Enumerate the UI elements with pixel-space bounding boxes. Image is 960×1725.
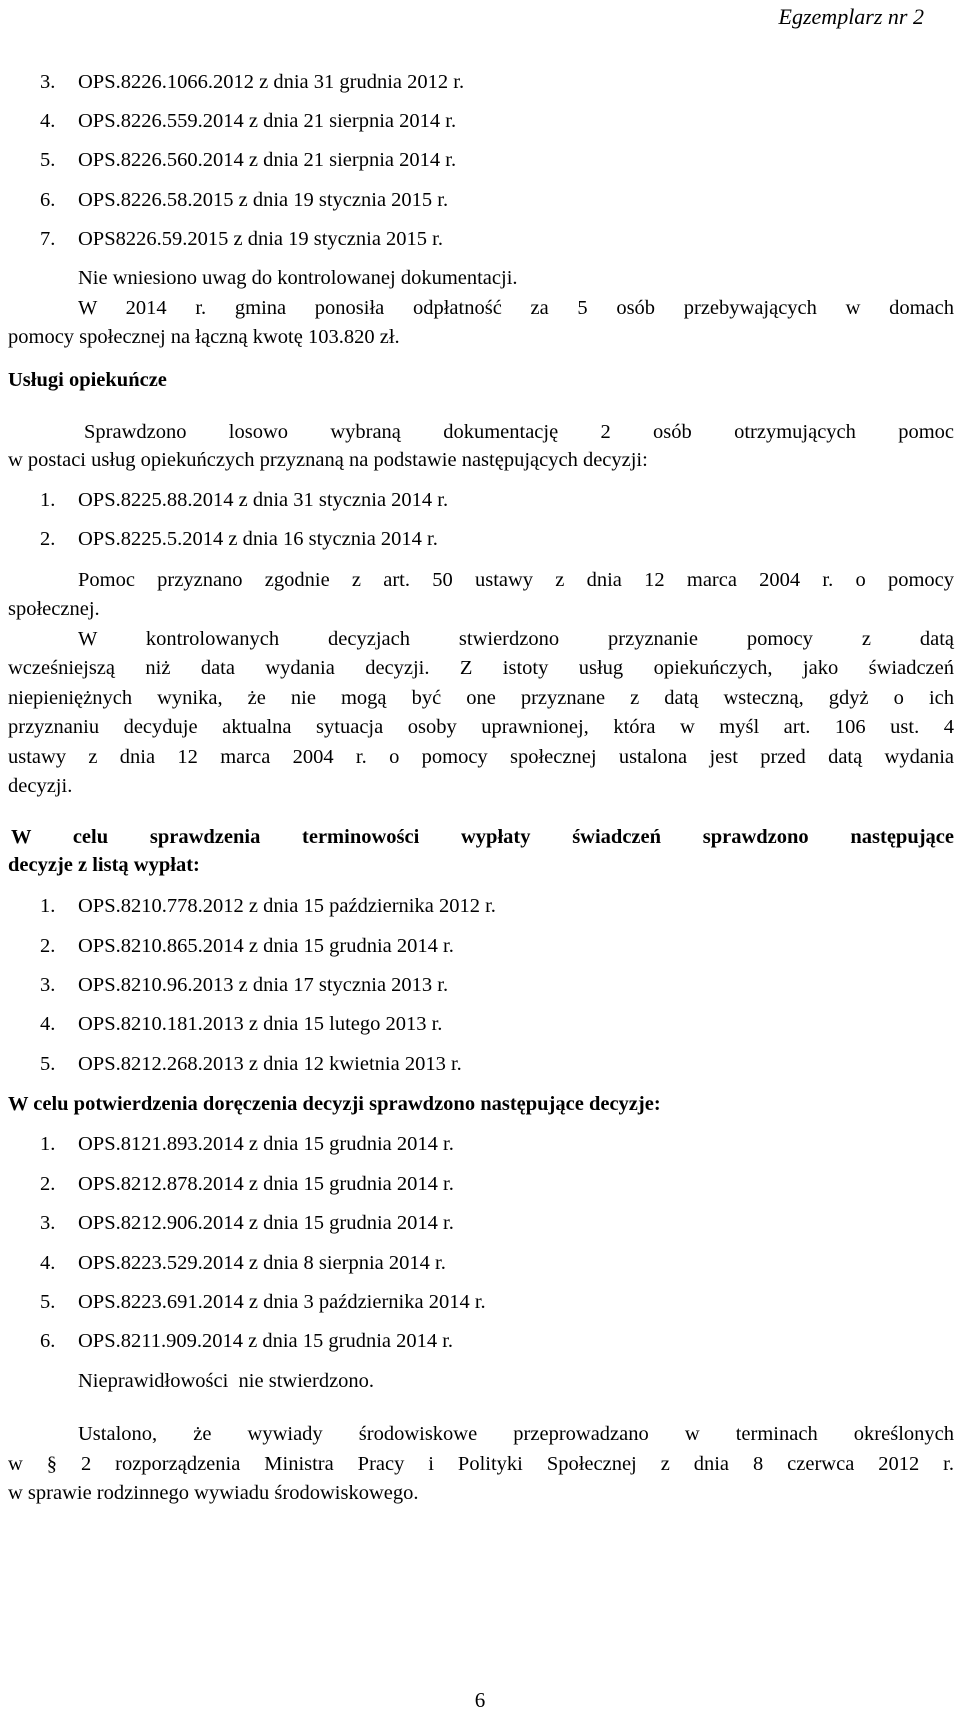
item-number: 3.	[40, 1212, 56, 1234]
paragraph-line: wcześniejszą niż data wydania decyzji. Z istoty usług opiekuńczych, jako świadczeń	[8, 657, 954, 679]
note-text: Nie wniesiono uwag do kontrolowanej dokumentacji.	[78, 267, 518, 289]
item-number: 4.	[40, 1252, 56, 1274]
paragraph-line: Sprawdzono losowo wybraną dokumentację 2 osób otrzymujących pomoc	[84, 421, 954, 443]
paragraph-line: pomocy społecznej na łączną kwotę 103.820 zł.	[8, 326, 400, 348]
item-number: 2.	[40, 528, 56, 550]
item-text: OPS.8210.96.2013 z dnia 17 stycznia 2013 r.	[78, 974, 449, 996]
item-text: OPS.8226.560.2014 z dnia 21 sierpnia 2014 r.	[78, 149, 457, 171]
item-number: 5.	[40, 1053, 56, 1075]
item-text: OPS.8226.559.2014 z dnia 21 sierpnia 2014 r.	[78, 110, 457, 132]
item-number: 3.	[40, 974, 56, 996]
item-text: OPS.8121.893.2014 z dnia 15 grudnia 2014 r.	[78, 1133, 454, 1155]
item-text: OPS.8223.529.2014 z dnia 8 sierpnia 2014 r.	[78, 1252, 446, 1274]
item-text: OPS.8212.268.2013 z dnia 12 kwietnia 2013 r.	[78, 1053, 462, 1075]
item-text: OPS.8210.865.2014 z dnia 15 grudnia 2014 r.	[78, 935, 454, 957]
item-number: 6.	[40, 1330, 56, 1352]
paragraph-line: ustawy z dnia 12 marca 2004 r. o pomocy społecznej ustalona jest przed datą wydania	[8, 746, 954, 768]
paragraph-line: w postaci usług opiekuńczych przyznaną na podstawie następujących decyzji:	[8, 449, 648, 471]
item-text: OPS.8226.58.2015 z dnia 19 stycznia 2015 r.	[78, 189, 449, 211]
paragraph-line: w sprawie rodzinnego wywiadu środowiskowego.	[8, 1482, 419, 1504]
item-number: 2.	[40, 935, 56, 957]
paragraph-line: decyzji.	[8, 775, 73, 797]
note-text: Nieprawidłowości nie stwierdzono.	[78, 1370, 375, 1392]
item-text: OPS.8225.88.2014 z dnia 31 stycznia 2014 r.	[78, 489, 449, 511]
item-text: OPS.8210.778.2012 z dnia 15 października 2012 r.	[78, 895, 496, 917]
item-text: OPS.8212.878.2014 z dnia 15 grudnia 2014 r.	[78, 1173, 454, 1195]
item-number: 7.	[40, 228, 56, 250]
item-number: 1.	[40, 489, 56, 511]
page-number: 6	[474, 1688, 486, 1712]
item-text: OPS.8225.5.2014 z dnia 16 stycznia 2014 r.	[78, 528, 438, 550]
section-heading: Usługi opiekuńcze	[8, 369, 167, 391]
paragraph-line: W kontrolowanych decyzjach stwierdzono przyznanie pomocy z datą	[78, 628, 954, 650]
paragraph-line: Pomoc przyznano zgodnie z art. 50 ustawy z dnia 12 marca 2004 r. o pomocy	[78, 569, 954, 591]
item-number: 1.	[40, 895, 56, 917]
item-number: 1.	[40, 1133, 56, 1155]
section-heading: W celu sprawdzenia terminowości wypłaty świadczeń sprawdzono następujące	[11, 826, 954, 848]
item-number: 3.	[40, 71, 56, 93]
item-number: 5.	[40, 149, 56, 171]
item-number: 6.	[40, 189, 56, 211]
paragraph-line: niepieniężnych wynika, że nie mogą być one przyznane z datą wsteczną, gdyż o ich	[8, 687, 954, 709]
paragraph-line: W 2014 r. gmina ponosiła odpłatność za 5 osób przebywających w domach	[78, 297, 954, 319]
section-heading: W celu potwierdzenia doręczenia decyzji sprawdzono następujące decyzje:	[8, 1093, 661, 1115]
paragraph-line: społecznej.	[8, 598, 100, 620]
item-number: 4.	[40, 1013, 56, 1035]
item-text: OPS.8210.181.2013 z dnia 15 lutego 2013 r.	[78, 1013, 443, 1035]
item-number: 5.	[40, 1291, 56, 1313]
paragraph-line: przyznaniu decyduje aktualna sytuacja osoby uprawnionej, która w myśl art. 106 ust. 4	[8, 716, 954, 738]
item-text: OPS.8226.1066.2012 z dnia 31 grudnia 2012 r.	[78, 71, 465, 93]
copy-label: Egzemplarz nr 2	[778, 4, 924, 29]
item-text: OPS.8212.906.2014 z dnia 15 grudnia 2014 r.	[78, 1212, 454, 1234]
item-number: 2.	[40, 1173, 56, 1195]
section-heading: decyzje z listą wypłat:	[8, 854, 200, 876]
item-text: OPS.8211.909.2014 z dnia 15 grudnia 2014 r.	[78, 1330, 454, 1352]
paragraph-line: Ustalono, że wywiady środowiskowe przeprowadzano w terminach określonych	[78, 1423, 954, 1445]
item-text: OPS.8223.691.2014 z dnia 3 października 2014 r.	[78, 1291, 486, 1313]
item-text: OPS8226.59.2015 z dnia 19 stycznia 2015 r.	[78, 228, 443, 250]
item-number: 4.	[40, 110, 56, 132]
paragraph-line: w § 2 rozporządzenia Ministra Pracy i Polityki Społecznej z dnia 8 czerwca 2012 r.	[8, 1453, 954, 1475]
